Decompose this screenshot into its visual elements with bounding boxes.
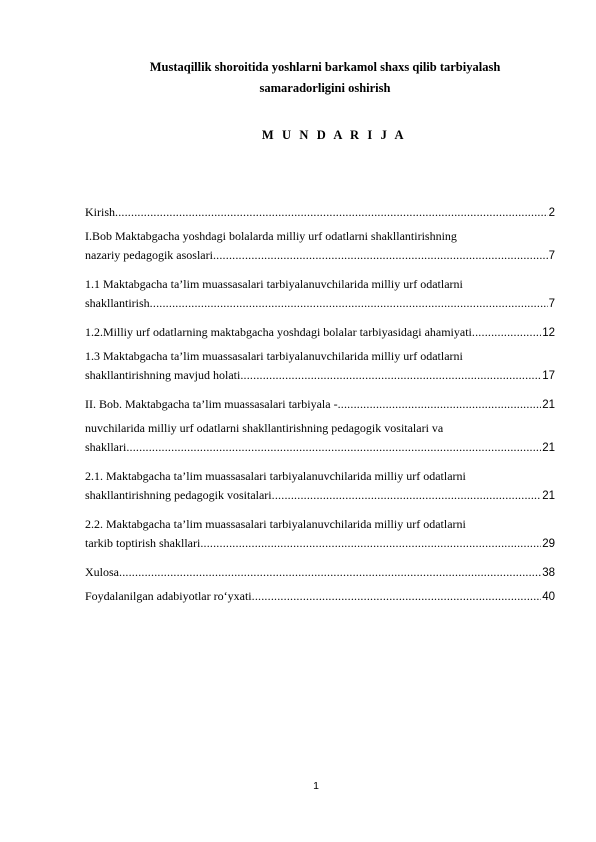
toc-dot-leader: [338, 395, 542, 414]
toc-entry[interactable]: [85, 587, 555, 607]
toc-page-number: 2: [548, 207, 555, 219]
toc-entry-row: [85, 323, 555, 343]
toc-entry[interactable]: [85, 467, 555, 506]
toc-page-number: 7: [548, 298, 555, 310]
toc-entry-row: [85, 366, 555, 386]
toc-dot-leader: [119, 563, 541, 582]
toc-dot-leader: [252, 587, 542, 606]
toc-entry-line: I.Bob Maktabgacha yoshdagi bolalarda milliy urf odatlarni shakllantirishning: [85, 229, 457, 243]
toc-dot-leader: [272, 486, 542, 505]
toc-page-number: 21: [542, 442, 555, 454]
toc-entry-text: Kirish: [85, 205, 115, 219]
toc-page-number: 40: [542, 591, 555, 603]
toc-dot-leader: [213, 246, 548, 265]
toc-entry-text: Xulosa: [85, 565, 119, 579]
title-line-2: samaradorligini oshirish: [259, 81, 391, 95]
toc-entry-text: II. Bob. Maktabgacha ta’lim muassasalari tarbiyala -: [85, 397, 338, 411]
document-title: [90, 57, 560, 99]
toc-entry-row: [85, 587, 555, 607]
toc-page-number: 29: [542, 538, 555, 550]
toc-entry-row: [85, 203, 555, 223]
toc-entry[interactable]: [85, 323, 555, 343]
toc-entry-text: shakllari: [85, 440, 127, 454]
toc-page-number: 21: [542, 399, 555, 411]
toc-entry-row: [85, 486, 555, 506]
toc-entry-row: [85, 246, 555, 266]
toc-entry[interactable]: [85, 419, 555, 458]
toc-dot-leader: [126, 438, 541, 457]
page-number: 1: [313, 780, 319, 792]
toc-entry-text: shakllantirish: [85, 296, 150, 310]
toc-dot-leader: [115, 203, 548, 222]
toc-entry-line: 1.3 Maktabgacha ta’lim muassasalari tarbiyalanuvchilarida milliy urf odatlarni: [85, 349, 463, 363]
toc-entry[interactable]: [85, 203, 555, 223]
toc-dot-leader: [472, 323, 541, 342]
toc-entry-text: Foydalanilgan adabiyotlar ro‘yxati: [85, 589, 252, 603]
toc-entry[interactable]: [85, 347, 555, 386]
toc-page-number: 12: [542, 327, 555, 339]
toc-entry-row: [85, 294, 555, 314]
toc-entry[interactable]: [85, 515, 555, 554]
toc-dot-leader: [200, 534, 541, 553]
toc-entry-row: [85, 395, 555, 415]
toc-page-number: 21: [542, 490, 555, 502]
toc-dot-leader: [240, 366, 541, 385]
toc-entry-line: 2.2. Maktabgacha ta’lim muassasalari tarbiyalanuvchilarida milliy urf odatlarni: [85, 517, 466, 531]
toc-entry-text: shakllantirishning mavjud holati: [85, 368, 241, 382]
toc-entry[interactable]: [85, 275, 555, 314]
toc-entry[interactable]: [85, 563, 555, 583]
toc-entry-row: [85, 534, 555, 554]
toc-entry-line: 2.1. Maktabgacha ta’lim muassasalari tarbiyalanuvchilarida milliy urf odatlarni: [85, 469, 466, 483]
toc-entry-text: shakllantirishning pedagogik vositalari: [85, 488, 272, 502]
title-line-1: Mustaqillik shoroitida yoshlarni barkamol shaxs qilib tarbiyalash: [149, 60, 501, 74]
contents-heading: M U N D A R I J A: [261, 128, 407, 142]
toc-page-number: 7: [548, 250, 555, 262]
toc-entry-row: [85, 438, 555, 458]
toc-dot-leader: [150, 294, 548, 313]
toc-entry-line: 1.1 Maktabgacha ta’lim muassasalari tarbiyalanuvchilarida milliy urf odatlarni: [85, 277, 463, 291]
toc-page-number: 38: [542, 567, 555, 579]
toc-entry[interactable]: [85, 227, 555, 266]
toc-page-number: 17: [542, 370, 555, 382]
toc-entry-text: nazariy pedagogik asoslari: [85, 248, 213, 262]
toc-entry-text: tarkib toptirish shakllari: [85, 536, 201, 550]
toc-entry-line: nuvchilarida milliy urf odatlarni shakllantirishning pedagogik vositalari va: [85, 421, 444, 435]
toc-entry-text: 1.2.Milliy urf odatlarning maktabgacha yoshdagi bolalar tarbiyasidagi ahamiyati: [85, 325, 472, 339]
toc-entry[interactable]: [85, 395, 555, 415]
toc-entry-row: [85, 563, 555, 583]
